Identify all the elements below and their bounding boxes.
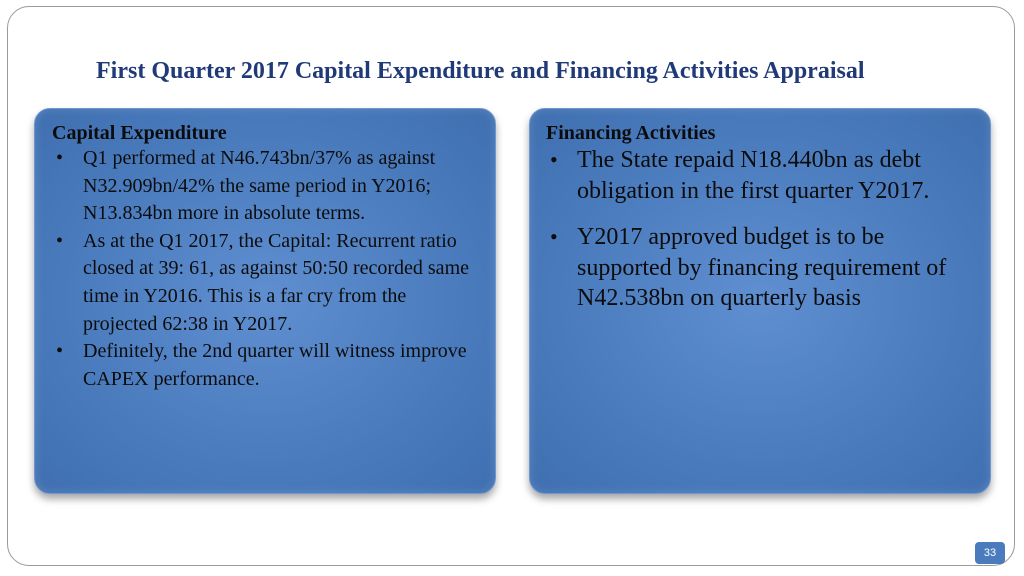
slide-title: First Quarter 2017 Capital Expenditure and Financing Activities Appraisal — [96, 58, 865, 84]
bullet-text: Definitely, the 2nd quarter will witness improve CAPEX performance. — [83, 340, 467, 390]
bullet-icon: • — [56, 229, 64, 252]
bullet-text: Y2017 approved budget is to be supported by financing requirement of N42.538bn on quarterly basis — [577, 224, 947, 311]
list-item — [52, 228, 477, 338]
bullet-text: Q1 performed at N46.743bn/37% as against N32.909bn/42% the same period in Y2016; N13.834bn more in absolute terms. — [83, 147, 436, 225]
list-item — [546, 222, 976, 314]
capital-expenditure-heading: Capital Expenditure — [52, 122, 227, 144]
bullet-icon: • — [550, 224, 558, 249]
bullet-icon: • — [56, 340, 64, 363]
page-number-badge: 33 — [975, 542, 1005, 564]
list-item — [52, 338, 477, 393]
capital-expenditure-panel — [34, 108, 496, 494]
bullet-icon: • — [56, 147, 64, 169]
financing-activities-panel — [529, 108, 991, 494]
bullet-text: As at the Q1 2017, the Capital: Recurrent ratio closed at 39: 61, as against 50:50 recorded same time in Y2016. This is a far cry from the projected 62:38 in Y2017. — [83, 229, 469, 335]
financing-activities-heading: Financing Activities — [546, 122, 716, 144]
list-item — [52, 145, 477, 228]
capital-expenditure-list — [52, 145, 477, 393]
bullet-icon: • — [550, 147, 558, 172]
list-item — [546, 145, 976, 206]
bullet-text: The State repaid N18.440bn as debt obligation in the first quarter Y2017. — [577, 147, 930, 204]
financing-activities-list — [546, 145, 976, 314]
